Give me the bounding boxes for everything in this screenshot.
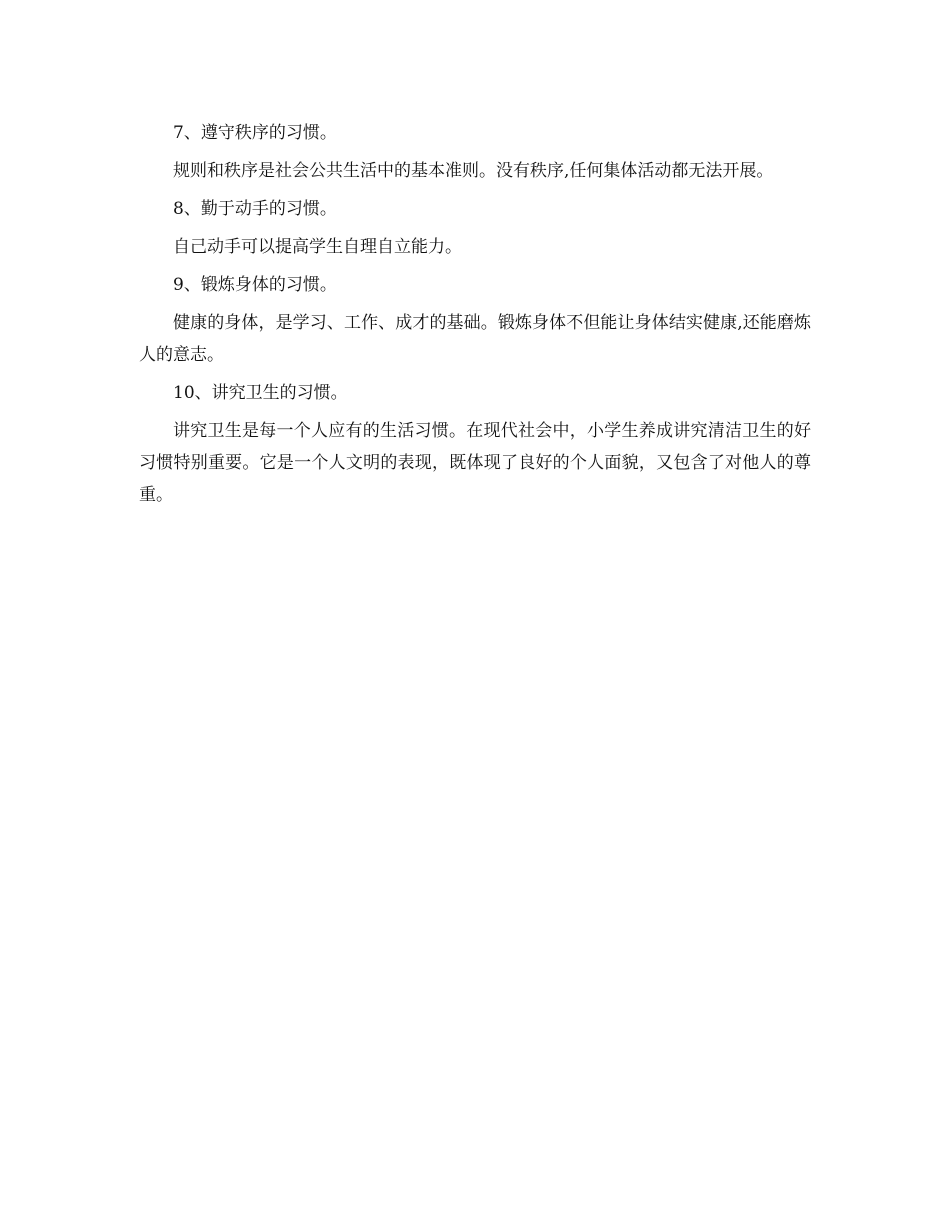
habit-heading-exercise: 9、锻炼身体的习惯。 bbox=[173, 275, 337, 295]
habit-text-exercise: 健康的身体，是学习、工作、成才的基础。锻炼身体不但能让身体结实健康,还能磨炼人的意志。 bbox=[139, 313, 811, 365]
habit-text-hands-on: 自己动手可以提高学生自理自立能力。 bbox=[173, 237, 462, 257]
habit-text-order: 规则和秩序是社会公共生活中的基本准则。没有秩序,任何集体活动都无法开展。 bbox=[173, 161, 774, 181]
habit-text-hygiene: 讲究卫生是每一个人应有的生活习惯。在现代社会中，小学生养成讲究清洁卫生的好习惯特别重要。它是一个人文明的表现，既体现了良好的个人面貌，又包含了对他人的尊重。 bbox=[139, 421, 811, 505]
habit-heading-hands-on: 8、勤于动手的习惯。 bbox=[173, 199, 337, 219]
habit-heading-order: 7、遵守秩序的习惯。 bbox=[173, 123, 337, 143]
document-body bbox=[139, 117, 811, 511]
habit-heading-hygiene: 10、讲究卫生的习惯。 bbox=[173, 383, 348, 403]
